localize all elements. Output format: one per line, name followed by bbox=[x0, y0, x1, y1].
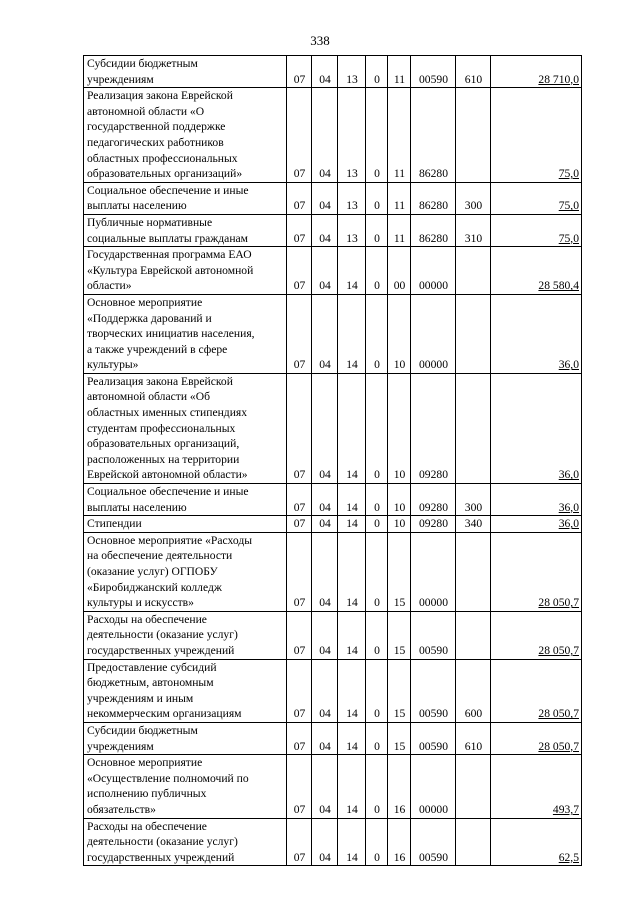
subsection-code-cell: 04 bbox=[312, 532, 338, 611]
item-name-line: расположенных на территории bbox=[87, 452, 240, 466]
amount-cell: 28 050,7 bbox=[491, 611, 582, 659]
amount-cell: 75,0 bbox=[491, 182, 582, 214]
subprogram-code-cell: 0 bbox=[366, 294, 388, 373]
subsection-code-cell: 04 bbox=[312, 88, 338, 183]
item-name-line: студентам профессиональных bbox=[87, 421, 236, 435]
program-code-cell: 14 bbox=[338, 659, 366, 722]
expense-type-cell: 610 bbox=[456, 722, 491, 754]
program-code-cell: 13 bbox=[338, 182, 366, 214]
direction-code-cell: 00590 bbox=[411, 611, 456, 659]
section-code-cell: 07 bbox=[287, 214, 312, 246]
item-name-line: автономной области «О bbox=[87, 104, 205, 118]
event-code-cell: 10 bbox=[388, 516, 411, 533]
event-code-cell: 16 bbox=[388, 818, 411, 866]
item-name-line: Реализация закона Еврейской bbox=[87, 374, 233, 388]
item-name-cell bbox=[84, 88, 287, 183]
program-code-cell: 13 bbox=[338, 214, 366, 246]
event-code-cell: 11 bbox=[388, 182, 411, 214]
direction-code-cell: 09280 bbox=[411, 516, 456, 533]
subprogram-code-cell: 0 bbox=[366, 755, 388, 818]
amount-cell: 75,0 bbox=[491, 214, 582, 246]
table-row bbox=[84, 532, 582, 611]
program-code-cell: 14 bbox=[338, 516, 366, 533]
page-number: 338 bbox=[310, 33, 330, 48]
event-code-cell: 11 bbox=[388, 56, 411, 88]
program-code-cell: 14 bbox=[338, 373, 366, 483]
table-row bbox=[84, 722, 582, 754]
amount-cell: 28 580,4 bbox=[491, 247, 582, 295]
subprogram-code-cell: 0 bbox=[366, 532, 388, 611]
program-code-cell: 14 bbox=[338, 247, 366, 295]
subprogram-code-cell: 0 bbox=[366, 484, 388, 516]
table-row bbox=[84, 755, 582, 818]
item-name-line: «Культура Еврейской автономной bbox=[87, 263, 254, 277]
expense-type-cell bbox=[456, 818, 491, 866]
expense-type-cell bbox=[456, 611, 491, 659]
event-code-cell: 00 bbox=[388, 247, 411, 295]
table-row bbox=[84, 88, 582, 183]
item-name-line: социальные выплаты гражданам bbox=[87, 231, 249, 245]
item-name-line: деятельности (оказание услуг) bbox=[87, 835, 238, 849]
item-name-line: обязательств» bbox=[87, 802, 156, 816]
table-row bbox=[84, 484, 582, 516]
item-name-line: (оказание услуг) ОГПОБУ bbox=[87, 565, 218, 578]
subprogram-code-cell: 0 bbox=[366, 516, 388, 533]
subsection-code-cell: 04 bbox=[312, 755, 338, 818]
amount-cell: 36,0 bbox=[491, 516, 582, 533]
item-name-line: культуры» bbox=[87, 358, 139, 372]
expense-type-cell bbox=[456, 247, 491, 295]
subprogram-code-cell: 0 bbox=[366, 659, 388, 722]
expense-type-cell bbox=[456, 88, 491, 183]
item-name-line: «Поддержка дарований и bbox=[87, 311, 212, 325]
subprogram-code-cell: 0 bbox=[366, 818, 388, 866]
item-name-line: Стипендии bbox=[87, 517, 142, 531]
direction-code-cell: 00590 bbox=[411, 659, 456, 722]
direction-code-cell: 09280 bbox=[411, 373, 456, 483]
item-name-cell bbox=[84, 755, 287, 818]
item-name-line: учреждениям bbox=[87, 72, 154, 86]
section-code-cell: 07 bbox=[287, 88, 312, 183]
expense-type-cell: 310 bbox=[456, 214, 491, 246]
subsection-code-cell: 04 bbox=[312, 294, 338, 373]
program-code-cell: 14 bbox=[338, 294, 366, 373]
item-name-line: бюджетным, автономным bbox=[87, 676, 214, 690]
direction-code-cell: 09280 bbox=[411, 484, 456, 516]
item-name-cell bbox=[84, 611, 287, 659]
item-name-line: а также учреждений в сфере bbox=[87, 342, 228, 356]
amount-cell: 28 050,7 bbox=[491, 659, 582, 722]
item-name-line: образовательных организаций, bbox=[87, 437, 240, 451]
direction-code-cell: 00590 bbox=[411, 722, 456, 754]
event-code-cell: 15 bbox=[388, 532, 411, 611]
table-row bbox=[84, 214, 582, 246]
item-name-line: Основное мероприятие bbox=[87, 756, 203, 770]
item-name-cell bbox=[84, 818, 287, 866]
direction-code-cell: 00000 bbox=[411, 294, 456, 373]
item-name-cell bbox=[84, 516, 287, 533]
program-code-cell: 14 bbox=[338, 611, 366, 659]
program-code-cell: 14 bbox=[338, 818, 366, 866]
item-name-line: Субсидии бюджетным bbox=[87, 723, 198, 737]
item-name-line: Субсидии бюджетным bbox=[87, 57, 198, 70]
item-name-line: Основное мероприятие «Расходы bbox=[87, 533, 253, 547]
item-name-line: государственных учреждений bbox=[87, 850, 235, 864]
table-row bbox=[84, 516, 582, 533]
direction-code-cell: 00000 bbox=[411, 247, 456, 295]
subsection-code-cell: 04 bbox=[312, 818, 338, 866]
subprogram-code-cell: 0 bbox=[366, 56, 388, 88]
subsection-code-cell: 04 bbox=[312, 182, 338, 214]
item-name-cell bbox=[84, 56, 287, 88]
table-row bbox=[84, 611, 582, 659]
item-name-line: деятельности (оказание услуг) bbox=[87, 628, 238, 642]
section-code-cell: 07 bbox=[287, 373, 312, 483]
item-name-line: учреждениям и иным bbox=[87, 691, 194, 705]
expense-type-cell: 340 bbox=[456, 516, 491, 533]
item-name-cell bbox=[84, 722, 287, 754]
subsection-code-cell: 04 bbox=[312, 56, 338, 88]
item-name-cell bbox=[84, 484, 287, 516]
event-code-cell: 10 bbox=[388, 373, 411, 483]
item-name-line: выплаты населению bbox=[87, 500, 187, 514]
event-code-cell: 16 bbox=[388, 755, 411, 818]
event-code-cell: 10 bbox=[388, 294, 411, 373]
expense-type-cell bbox=[456, 755, 491, 818]
item-name-line: Расходы на обеспечение bbox=[87, 819, 207, 833]
direction-code-cell: 00000 bbox=[411, 532, 456, 611]
item-name-line: Социальное обеспечение и иные bbox=[87, 485, 249, 499]
program-code-cell: 14 bbox=[338, 755, 366, 818]
expense-type-cell bbox=[456, 532, 491, 611]
item-name-line: на обеспечение деятельности bbox=[87, 549, 233, 563]
item-name-line: некоммерческим организациям bbox=[87, 707, 242, 721]
subsection-code-cell: 04 bbox=[312, 214, 338, 246]
event-code-cell: 10 bbox=[388, 484, 411, 516]
section-code-cell: 07 bbox=[287, 294, 312, 373]
table-row bbox=[84, 818, 582, 866]
item-name-line: Государственная программа ЕАО bbox=[87, 248, 252, 262]
table-row bbox=[84, 56, 582, 88]
section-code-cell: 07 bbox=[287, 532, 312, 611]
item-name-cell bbox=[84, 294, 287, 373]
section-code-cell: 07 bbox=[287, 182, 312, 214]
item-name-line: Реализация закона Еврейской bbox=[87, 89, 233, 103]
amount-cell: 28 050,7 bbox=[491, 532, 582, 611]
event-code-cell: 11 bbox=[388, 88, 411, 183]
subprogram-code-cell: 0 bbox=[366, 88, 388, 183]
item-name-line: «Биробиджанский колледж bbox=[87, 580, 222, 594]
item-name-line: Социальное обеспечение и иные bbox=[87, 183, 249, 197]
amount-cell: 36,0 bbox=[491, 373, 582, 483]
table-row bbox=[84, 373, 582, 483]
item-name-line: государственной поддержке bbox=[87, 120, 226, 134]
item-name-line: Предоставление субсидий bbox=[87, 660, 217, 674]
section-code-cell: 07 bbox=[287, 247, 312, 295]
section-code-cell: 07 bbox=[287, 659, 312, 722]
event-code-cell: 11 bbox=[388, 214, 411, 246]
program-code-cell: 14 bbox=[338, 532, 366, 611]
table-row bbox=[84, 247, 582, 295]
item-name-line: автономной области «Об bbox=[87, 390, 210, 404]
subprogram-code-cell: 0 bbox=[366, 214, 388, 246]
item-name-line: «Осуществление полномочий по bbox=[87, 771, 249, 785]
item-name-line: выплаты населению bbox=[87, 199, 187, 213]
section-code-cell: 07 bbox=[287, 611, 312, 659]
item-name-line: образовательных организаций» bbox=[87, 167, 243, 181]
section-code-cell: 07 bbox=[287, 516, 312, 533]
amount-cell: 493,7 bbox=[491, 755, 582, 818]
program-code-cell: 14 bbox=[338, 722, 366, 754]
direction-code-cell: 00000 bbox=[411, 755, 456, 818]
subprogram-code-cell: 0 bbox=[366, 722, 388, 754]
item-name-line: исполнению публичных bbox=[87, 787, 207, 801]
budget-table bbox=[83, 55, 582, 866]
section-code-cell: 07 bbox=[287, 56, 312, 88]
expense-type-cell bbox=[456, 294, 491, 373]
section-code-cell: 07 bbox=[287, 755, 312, 818]
item-name-line: государственных учреждений bbox=[87, 643, 235, 657]
section-code-cell: 07 bbox=[287, 722, 312, 754]
item-name-cell bbox=[84, 532, 287, 611]
expense-type-cell: 610 bbox=[456, 56, 491, 88]
table-row bbox=[84, 182, 582, 214]
subprogram-code-cell: 0 bbox=[366, 373, 388, 483]
subsection-code-cell: 04 bbox=[312, 611, 338, 659]
item-name-line: Публичные нормативные bbox=[87, 215, 213, 229]
subsection-code-cell: 04 bbox=[312, 247, 338, 295]
amount-cell: 36,0 bbox=[491, 484, 582, 516]
subsection-code-cell: 04 bbox=[312, 373, 338, 483]
amount-cell: 36,0 bbox=[491, 294, 582, 373]
item-name-line: Еврейской автономной области» bbox=[87, 468, 248, 482]
expense-type-cell: 300 bbox=[456, 484, 491, 516]
item-name-line: областных именных стипендиях bbox=[87, 406, 248, 420]
item-name-cell bbox=[84, 247, 287, 295]
subsection-code-cell: 04 bbox=[312, 484, 338, 516]
direction-code-cell: 86280 bbox=[411, 182, 456, 214]
amount-cell: 28 050,7 bbox=[491, 722, 582, 754]
table-row bbox=[84, 659, 582, 722]
expense-type-cell: 300 bbox=[456, 182, 491, 214]
item-name-cell bbox=[84, 214, 287, 246]
subsection-code-cell: 04 bbox=[312, 516, 338, 533]
program-code-cell: 13 bbox=[338, 88, 366, 183]
item-name-line: области» bbox=[87, 279, 132, 293]
subprogram-code-cell: 0 bbox=[366, 182, 388, 214]
item-name-line: областных профессиональных bbox=[87, 151, 238, 165]
section-code-cell: 07 bbox=[287, 484, 312, 516]
subprogram-code-cell: 0 bbox=[366, 611, 388, 659]
event-code-cell: 15 bbox=[388, 659, 411, 722]
event-code-cell: 15 bbox=[388, 722, 411, 754]
item-name-line: культуры и искусств» bbox=[87, 596, 194, 610]
amount-cell: 75,0 bbox=[491, 88, 582, 183]
item-name-cell bbox=[84, 659, 287, 722]
subprogram-code-cell: 0 bbox=[366, 247, 388, 295]
item-name-line: педагогических работников bbox=[87, 135, 224, 149]
direction-code-cell: 86280 bbox=[411, 214, 456, 246]
event-code-cell: 15 bbox=[388, 611, 411, 659]
item-name-cell bbox=[84, 373, 287, 483]
amount-cell: 62,5 bbox=[491, 818, 582, 866]
item-name-line: творческих инициатив населения, bbox=[87, 327, 255, 341]
direction-code-cell: 86280 bbox=[411, 88, 456, 183]
program-code-cell: 13 bbox=[338, 56, 366, 88]
expense-type-cell bbox=[456, 373, 491, 483]
amount-cell: 28 710,0 bbox=[491, 56, 582, 88]
expense-type-cell: 600 bbox=[456, 659, 491, 722]
direction-code-cell: 00590 bbox=[411, 56, 456, 88]
subsection-code-cell: 04 bbox=[312, 659, 338, 722]
table-row bbox=[84, 294, 582, 373]
item-name-line: учреждениям bbox=[87, 739, 154, 753]
program-code-cell: 14 bbox=[338, 484, 366, 516]
direction-code-cell: 00590 bbox=[411, 818, 456, 866]
table-body bbox=[84, 56, 582, 866]
subsection-code-cell: 04 bbox=[312, 722, 338, 754]
item-name-line: Расходы на обеспечение bbox=[87, 612, 207, 626]
section-code-cell: 07 bbox=[287, 818, 312, 866]
item-name-cell bbox=[84, 182, 287, 214]
item-name-line: Основное мероприятие bbox=[87, 295, 203, 309]
